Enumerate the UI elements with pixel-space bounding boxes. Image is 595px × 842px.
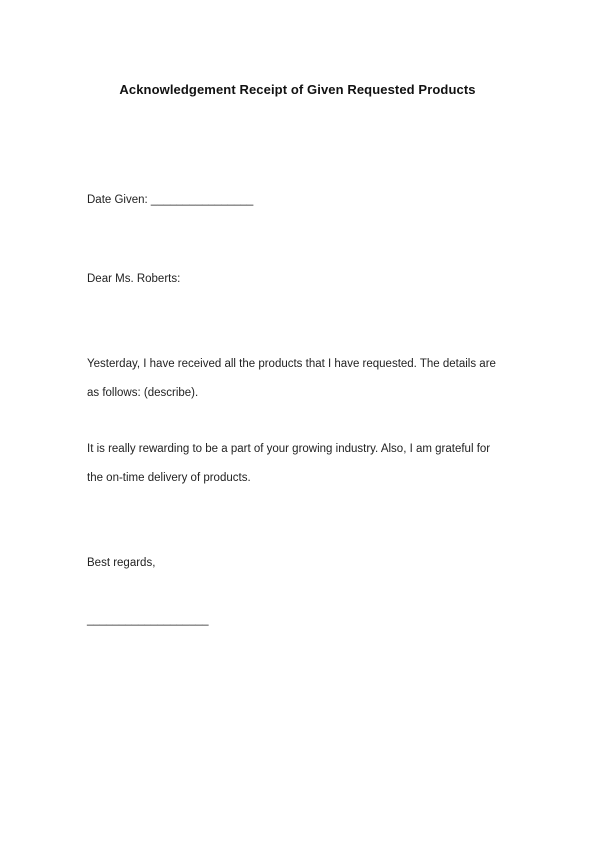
paragraph-2-line-1: It is really rewarding to be a part of your growing industry. Also, I am grateful for	[87, 443, 491, 455]
closing: Best regards,	[87, 557, 156, 569]
salutation: Dear Ms. Roberts:	[87, 273, 181, 285]
paragraph-1-line-1: Yesterday, I have received all the products that I have requested. The details are	[87, 358, 496, 370]
signature-line: ___________________	[87, 614, 209, 626]
paragraph-2-line-2: the on-time delivery of products.	[87, 472, 251, 484]
date-given-line: Date Given: ________________	[87, 194, 254, 206]
paragraph-1-line-2: as follows: (describe).	[87, 387, 199, 399]
document-title: Acknowledgement Receipt of Given Requested Products	[119, 82, 476, 97]
